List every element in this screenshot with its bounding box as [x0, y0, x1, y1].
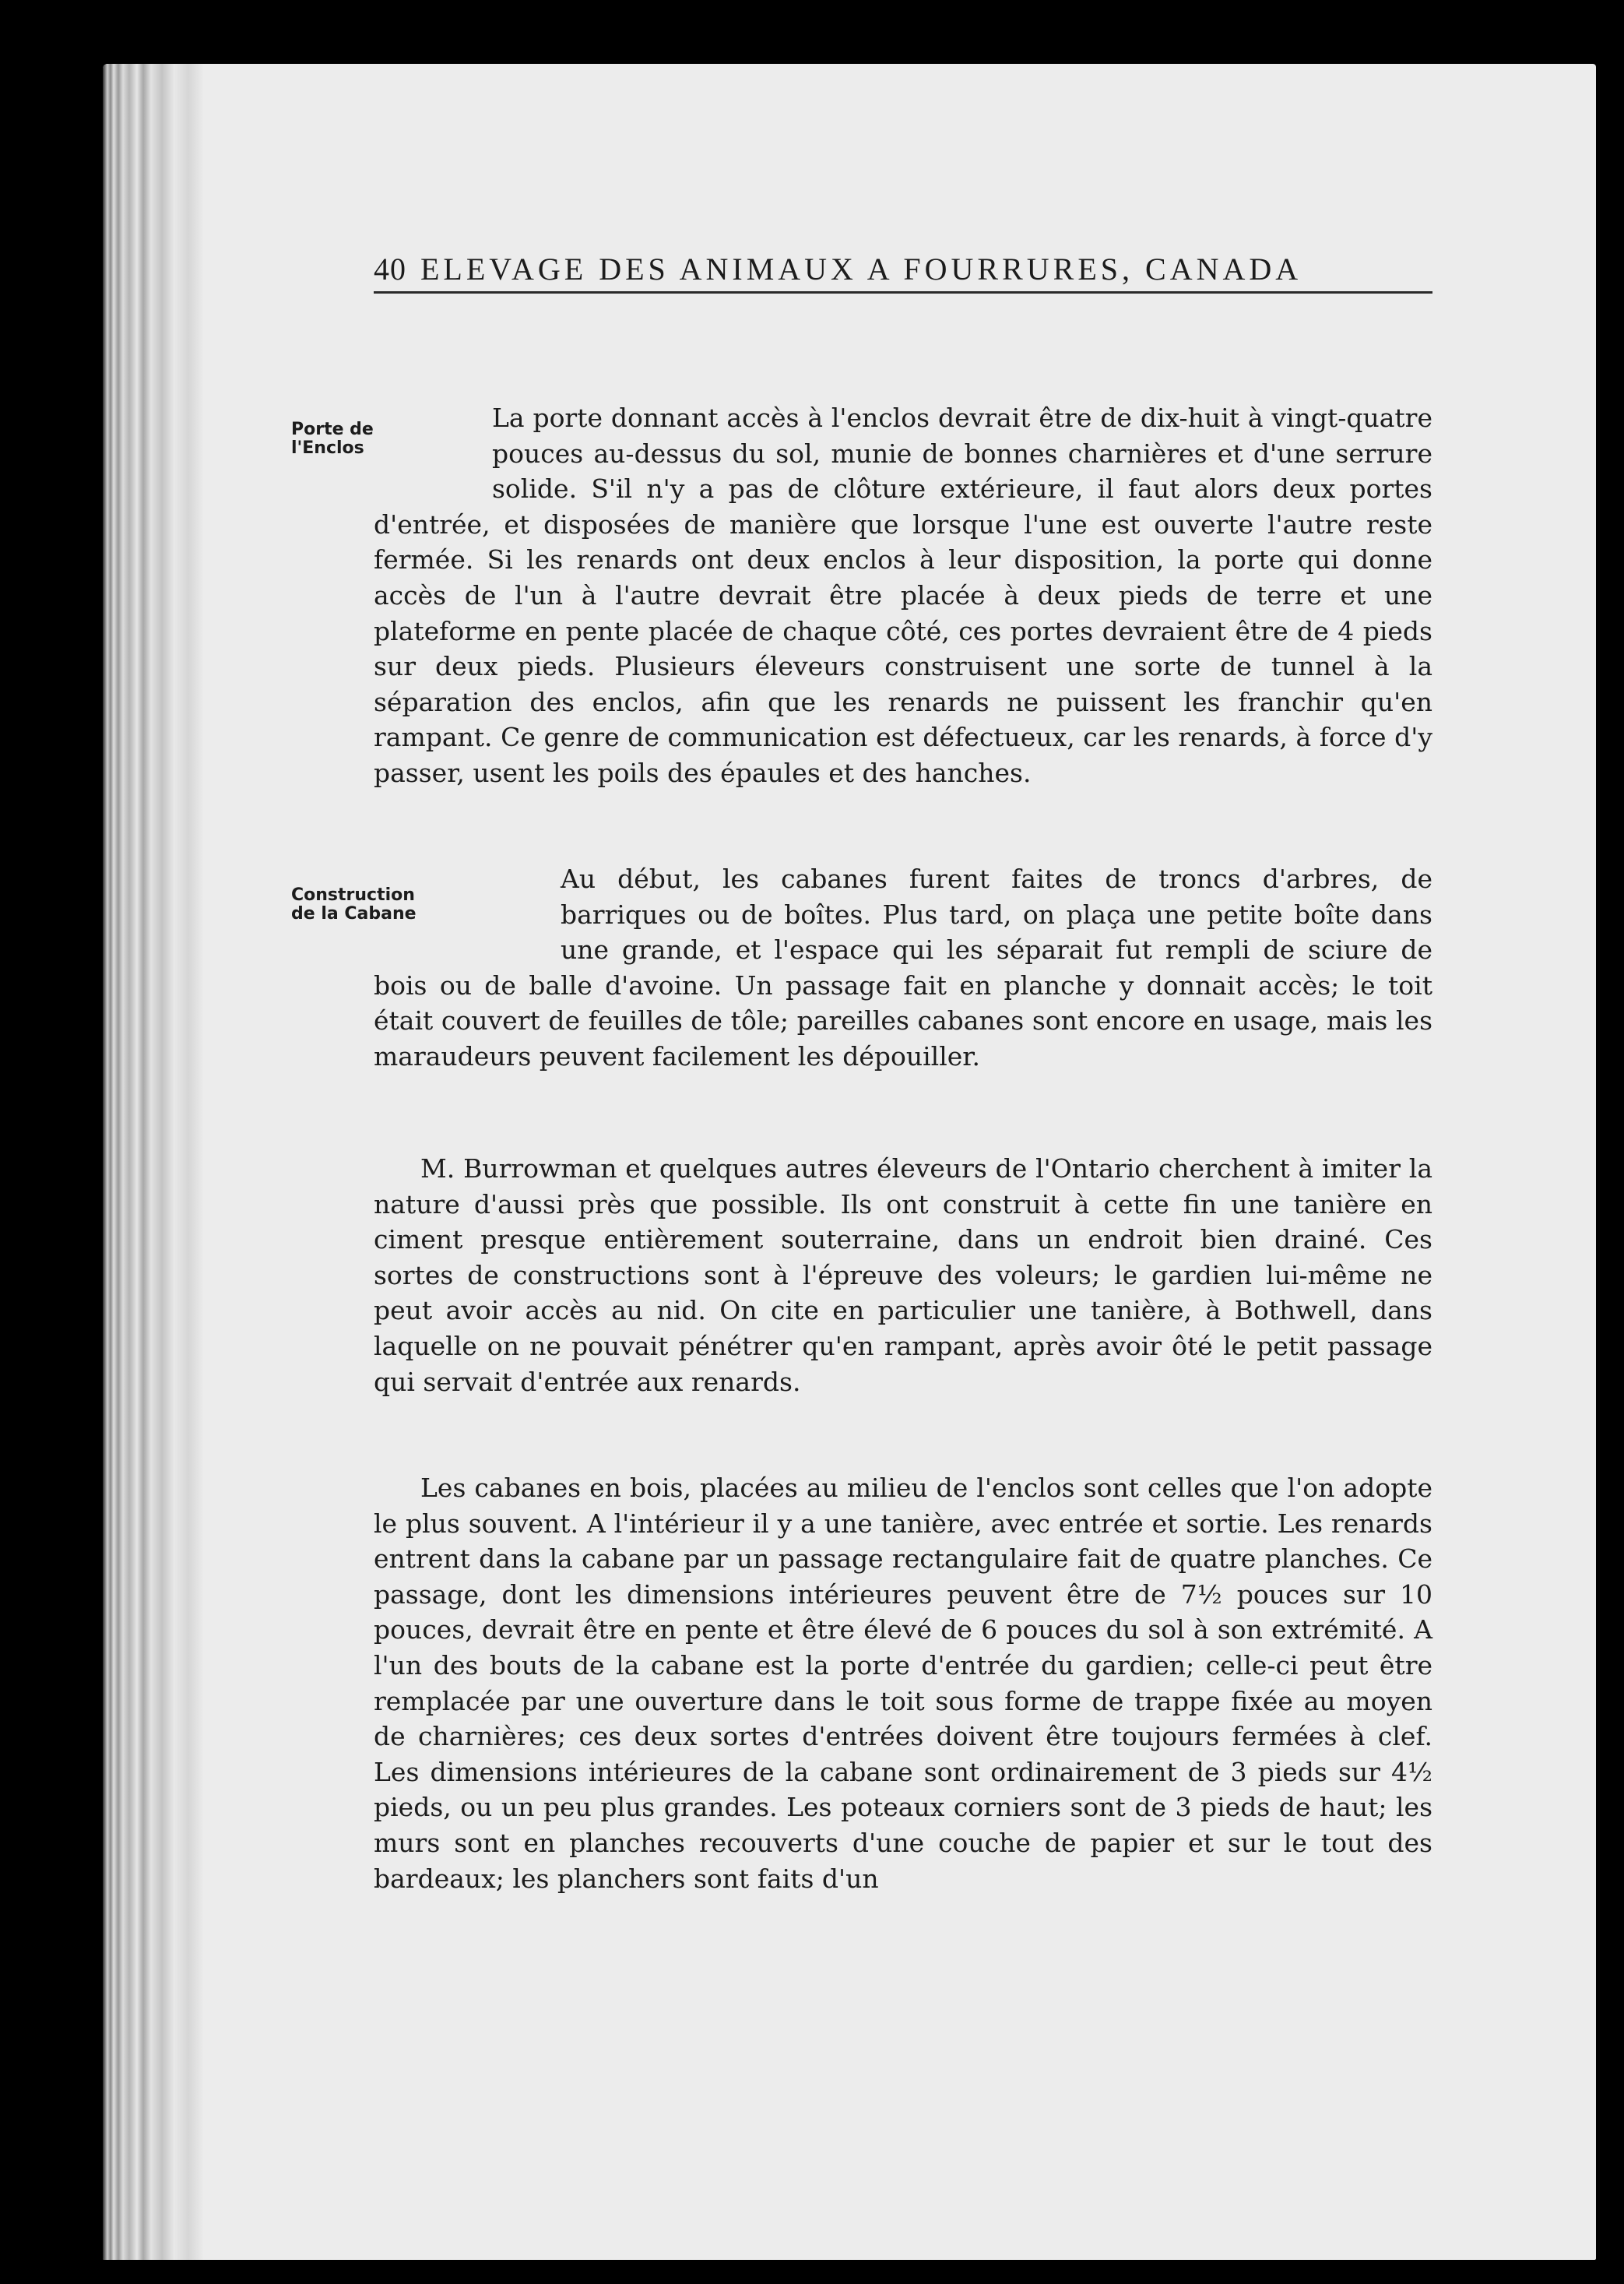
paragraph-4	[374, 1470, 1432, 1896]
paragraph-text: La porte donnant accès à l'enclos devrait être de dix-huit à vingt-quatre pouces au-dessus du sol, munie de bonnes charnières et d'une serrure solide. S'il n'y a pas de clôture extérieure, il faut alors deux portes d'entrée, et disposées de manière que lorsque l'une est ouverte l'autre reste fermée. Si les renards ont deux enclos à leur disposition, la porte qui donne accès de l'un à l'autre devrait être placée à deux pieds de terre et une plateforme en pente placée de chaque côté, ces portes devraient être de 4 pieds sur deux pieds. Plusieurs éleveurs construisent une sorte de tunnel à la séparation des enclos, afin que les renards ne puissent les franchir qu'en rampant. Ce genre de communication est défectueux, car les renards, à force d'y passer, usent les poils des épaules et des hanches.	[374, 403, 1432, 788]
paragraph-text: M. Burrowman et quelques autres éleveurs de l'Ontario cherchent à imiter la nature d'aussi près que possible. Ils ont construit à cette fin une tanière en ciment presque entièrement souterraine, dans un endroit bien drainé. Ces sortes de constructions sont à l'épreuve des voleurs; le gardien lui-même ne peut avoir accès au nid. On cite en particulier une tanière, à Bothwell, dans laquelle on ne pouvait pénétrer qu'en rampant, après avoir ôté le petit passage qui servait d'entrée aux renards.	[374, 1153, 1432, 1397]
sidenote-space	[374, 400, 492, 506]
page-number: 40	[374, 252, 406, 287]
sidenote-line: Porte de	[291, 420, 374, 439]
sidenote-line: Construction	[291, 885, 415, 905]
sidenote-line: de la Cabane	[291, 904, 417, 924]
sidenote-space	[374, 861, 561, 967]
paragraph-text: Au début, les cabanes furent faites de troncs d'arbres, de barriques ou de boîtes. Plus tard, on plaça une petite boîte dans une grande, et l'espace qui les séparait fut rempli de sciure de bois ou de balle d'avoine. Un passage fait en planche y donnait accès; le toit était couvert de feuilles de tôle; pareilles cabanes sont encore en usage, mais les maraudeurs peuvent facilement les dépouiller.	[374, 864, 1432, 1072]
paragraph-1	[374, 400, 1432, 791]
running-head	[374, 248, 1432, 294]
page-gutter	[103, 64, 204, 2260]
sidenote-porte	[291, 421, 374, 458]
paragraph-text: Les cabanes en bois, placées au milieu de l'enclos sont celles que l'on adopte le plus souvent. A l'intérieur il y a une tanière, avec entrée et sortie. Les renards entrent dans la cabane par un passage rectangulaire fait de quatre planches. Ce passage, dont les dimensions intérieures peuvent être de 7½ pouces sur 10 pouces, devrait être en pente et être élevé de 6 pouces du sol à son extrémité. A l'un des bouts de la cabane est la porte d'entrée du gardien; celle-ci peut être remplacée par une ouverture dans le toit sous forme de trappe fixée au moyen de charnières; ces deux sortes d'entrées doivent être toujours fermées à clef. Les dimensions intérieures de la cabane sont ordinairement de 3 pieds sur 4½ pieds, ou un peu plus grandes. Les poteaux corniers sont de 3 pieds de haut; les murs sont en planches recouverts d'une couche de papier et sur le tout des bardeaux; les planchers sont faits d'un	[374, 1473, 1432, 1894]
paragraph-2	[374, 861, 1432, 1075]
sidenote-line: l'Enclos	[291, 438, 364, 458]
running-title: ELEVAGE DES ANIMAUX A FOURRURES, CANADA	[420, 252, 1302, 287]
paragraph-3	[374, 1151, 1432, 1399]
